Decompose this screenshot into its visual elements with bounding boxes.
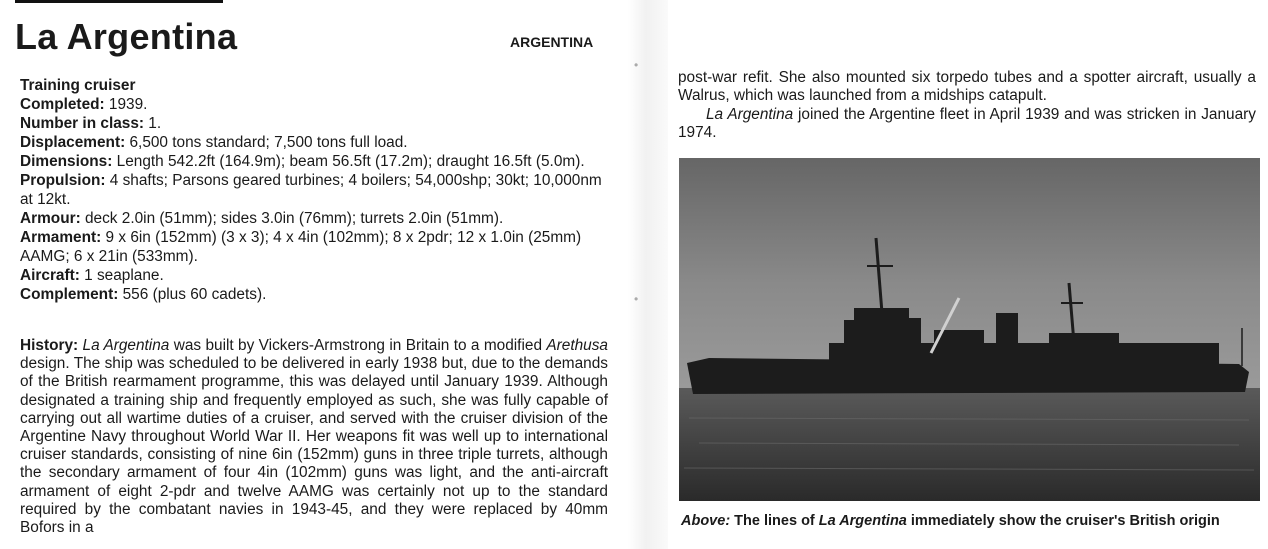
page-title: La Argentina: [15, 16, 238, 57]
spec-propulsion: Propulsion: 4 shafts; Parsons geared turbines; 4 boilers; 54,000shp; 30kt; 10,000nm at 12kt.: [20, 172, 602, 208]
photo-caption: Above: The lines of La Argentina immediately show the cruiser's British origin: [681, 513, 1220, 529]
history-paragraph: History: La Argentina was built by Vickers-Armstrong in Britain to a modified Arethusa design. The ship was scheduled to be delivered in early 1938 but, due to the demands of the British rearmament programme, this was delayed until January 1939. Although designated a training ship and frequently employed as such, she was fully capable of carrying out all wartime duties of a cruiser, and served with the cruiser division of the Argentine Navy throughout World War II. Her weapons fit was well up to international cruiser standards, consisting of nine 6in (152mm) guns in three triple turrets, although the secondary armament of four 4in (102mm) guns was light, and the anti-aircraft armament of eight 2-pdr and twelve AAMG was certainly not up to the standard required by the combatant navies in 1943-45, and they were replaced by 40mm Bofors in a: [20, 337, 608, 537]
history-label: History:: [20, 337, 79, 354]
gutter-mark: •: [634, 58, 639, 72]
ship-type: Training cruiser: [20, 77, 136, 94]
page-gutter: [628, 0, 668, 549]
continuation-para-1: post-war refit. She also mounted six torpedo tubes and a spotter aircraft, usually a Walrus, which was launched from a midships catapult.: [678, 69, 1256, 105]
spec-armour: Armour: deck 2.0in (51mm); sides 3.0in (76mm); turrets 2.0in (51mm).: [20, 210, 504, 227]
spec-dimensions: Dimensions: Length 542.2ft (164.9m); beam 56.5ft (17.2m); draught 16.5ft (5.0m).: [20, 153, 585, 170]
spec-armament: Armament: 9 x 6in (152mm) (3 x 3); 4 x 4in (102mm); 8 x 2pdr; 12 x 1.0in (25mm) AAMG; 6 x 21in (533mm).: [20, 229, 582, 265]
specifications: [20, 76, 610, 304]
spec-aircraft: Aircraft: 1 seaplane.: [20, 267, 164, 284]
country-label: ARGENTINA: [510, 34, 594, 50]
ship-photo: [679, 158, 1260, 501]
continuation-para-2: La Argentina joined the Argentine fleet in April 1939 and was stricken in January 1974.: [678, 105, 1256, 142]
gutter-mark: •: [634, 292, 639, 306]
spec-number-in-class: Number in class: 1.: [20, 115, 162, 132]
spec-displacement: Displacement: 6,500 tons standard; 7,500 tons full load.: [20, 134, 408, 151]
history-continuation: [678, 69, 1256, 143]
spec-completed: Completed: 1939.: [20, 96, 148, 113]
top-rule: [15, 0, 223, 3]
spec-complement: Complement: 556 (plus 60 cadets).: [20, 286, 267, 303]
